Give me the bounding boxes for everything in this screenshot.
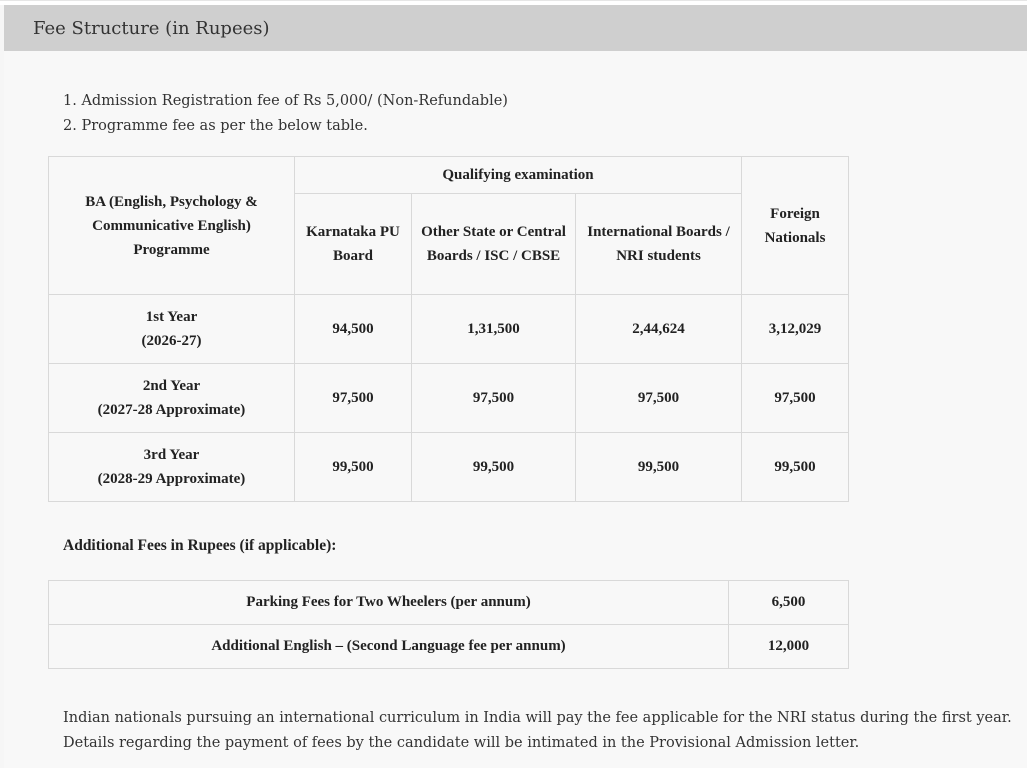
footer-notes <box>63 706 1012 756</box>
fee-value: 99,500 <box>742 433 849 502</box>
table-row <box>49 295 849 364</box>
table-row <box>49 433 849 502</box>
foreign-header <box>742 157 849 295</box>
section-header <box>4 5 1027 51</box>
footer-note: Indian nationals pursuing an international curriculum in India will pay the fee applicable for the NRI status during the first year. <box>63 710 1012 726</box>
year-cell <box>49 364 295 433</box>
table-row <box>49 581 849 625</box>
note-item: 2. Programme fee as per the below table. <box>63 118 368 134</box>
year-label: 1st Year <box>145 309 198 325</box>
column-header <box>295 194 412 295</box>
fee-value: 97,500 <box>412 364 576 433</box>
fee-value: 97,500 <box>576 364 742 433</box>
additional-fee-label: Parking Fees for Two Wheelers (per annum) <box>49 581 729 625</box>
table-row <box>49 625 849 669</box>
fee-table-header-row <box>49 157 849 194</box>
fee-value: 94,500 <box>295 295 412 364</box>
fee-value: 99,500 <box>576 433 742 502</box>
foreign-header-text: Foreign Nationals <box>764 205 826 246</box>
programme-header <box>49 157 295 295</box>
note-item: 1. Admission Registration fee of Rs 5,000/ (Non-Refundable) <box>63 93 508 109</box>
year-cell <box>49 295 295 364</box>
additional-fee-label: Additional English – (Second Language fee per annum) <box>49 625 729 669</box>
year-label: 3rd Year <box>143 447 200 463</box>
additional-fees-title: Additional Fees in Rupees (if applicable): <box>63 537 337 554</box>
fee-table <box>48 156 849 502</box>
programme-header-text: BA (English, Psychology & Communicative English) Programme <box>85 193 258 258</box>
content-area <box>4 51 1027 768</box>
additional-fees-table <box>48 580 849 669</box>
column-header <box>576 194 742 295</box>
year-period: (2026-27) <box>141 333 202 349</box>
fee-value: 1,31,500 <box>412 295 576 364</box>
section-title: Fee Structure (in Rupees) <box>33 17 270 39</box>
fee-value: 99,500 <box>295 433 412 502</box>
fee-notes <box>63 89 508 139</box>
fee-value: 3,12,029 <box>742 295 849 364</box>
table-row <box>49 364 849 433</box>
qualifying-header: Qualifying examination <box>295 157 742 194</box>
year-label: 2nd Year <box>142 378 201 394</box>
column-header-text: Karnataka PU Board <box>306 224 400 264</box>
fee-value: 97,500 <box>295 364 412 433</box>
fee-value: 97,500 <box>742 364 849 433</box>
year-period: (2027-28 Approximate) <box>97 402 246 418</box>
additional-fee-amount: 12,000 <box>729 625 849 669</box>
column-header-text: Other State or Central Boards / ISC / CBSE <box>421 224 566 264</box>
column-header <box>412 194 576 295</box>
year-period: (2028-29 Approximate) <box>97 471 246 487</box>
year-cell <box>49 433 295 502</box>
additional-fee-amount: 6,500 <box>729 581 849 625</box>
fee-value: 99,500 <box>412 433 576 502</box>
column-header-text: International Boards / NRI students <box>587 224 730 264</box>
fee-value: 2,44,624 <box>576 295 742 364</box>
footer-note: Details regarding the payment of fees by the candidate will be intimated in the Provisional Admission letter. <box>63 735 860 751</box>
